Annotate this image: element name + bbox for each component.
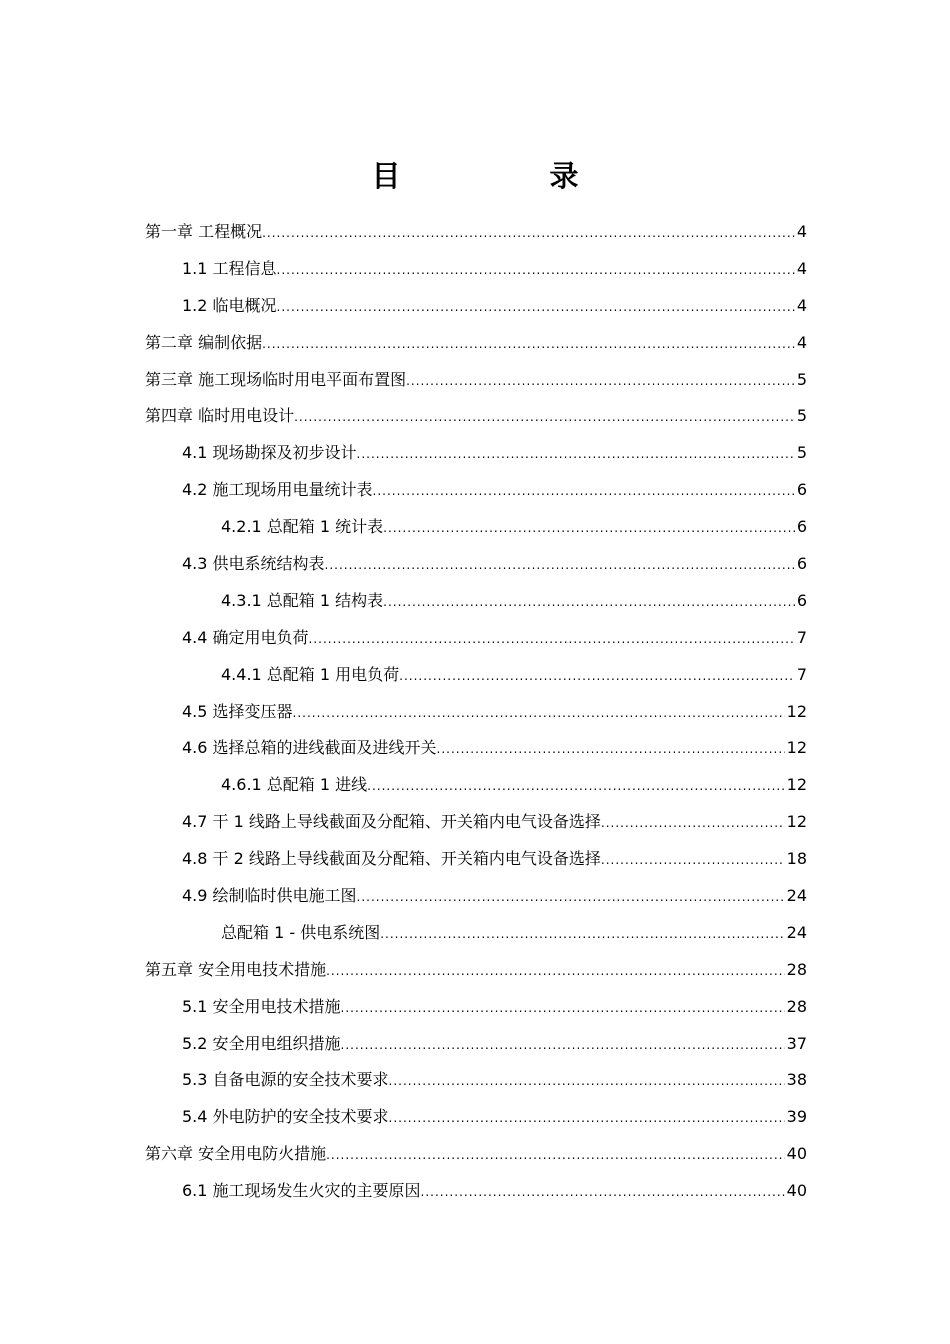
toc-entry[interactable] xyxy=(145,472,807,509)
toc-dot-leader xyxy=(389,1100,785,1137)
toc-entry[interactable] xyxy=(145,1099,807,1136)
toc-page-number: 7 xyxy=(796,664,807,684)
toc-entry[interactable] xyxy=(145,251,807,288)
toc-page-number: 5 xyxy=(796,369,807,389)
toc-entry[interactable] xyxy=(145,362,807,399)
toc-page-number: 5 xyxy=(796,406,807,426)
toc-page-number: 6 xyxy=(796,554,807,574)
toc-entry-text: 4.6 选择总箱的进线截面及进线开关 xyxy=(182,738,437,758)
toc-entry[interactable] xyxy=(145,288,807,325)
toc-entry[interactable] xyxy=(145,1026,807,1063)
toc-entry[interactable] xyxy=(145,214,807,251)
toc-dot-leader xyxy=(399,658,795,695)
toc-dot-leader xyxy=(341,1027,785,1064)
toc-page-number: 6 xyxy=(796,590,807,610)
toc-dot-leader xyxy=(389,1063,785,1100)
toc-page-number: 6 xyxy=(796,480,807,500)
toc-entry-text: 1.1 工程信息 xyxy=(182,258,277,278)
toc-page-number: 28 xyxy=(786,959,807,979)
toc-entry[interactable] xyxy=(145,325,807,362)
toc-entry[interactable] xyxy=(145,1173,807,1210)
toc-page-number: 24 xyxy=(786,886,807,906)
toc-entry[interactable] xyxy=(145,583,807,620)
toc-entry-text: 4.1 现场勘探及初步设计 xyxy=(182,443,357,463)
toc-page-number: 4 xyxy=(796,222,807,241)
toc-entry[interactable] xyxy=(145,878,807,915)
toc-dot-leader xyxy=(601,842,785,879)
toc-entry-text: 第二章 编制依据 xyxy=(145,332,263,352)
toc-entry-text: 4.3.1 总配箱 1 结构表 xyxy=(221,590,384,610)
toc-page-number: 40 xyxy=(786,1144,807,1164)
toc-entry-text: 第四章 临时用电设计 xyxy=(145,406,295,426)
toc-dot-leader xyxy=(373,473,795,510)
toc-page-number: 18 xyxy=(786,849,807,869)
toc-dot-leader xyxy=(601,805,785,842)
toc-entry-text: 5.4 外电防护的安全技术要求 xyxy=(182,1107,389,1127)
toc-page-number: 12 xyxy=(786,812,807,832)
toc-entry[interactable] xyxy=(145,694,807,731)
toc-entry[interactable] xyxy=(145,841,807,878)
toc-dot-leader xyxy=(277,252,795,289)
toc-entry[interactable] xyxy=(145,1136,807,1173)
toc-entry-text: 总配箱 1 - 供电系统图 xyxy=(221,922,381,942)
toc-dot-leader xyxy=(293,695,785,732)
toc-entry-text: 第三章 施工现场临时用电平面布置图 xyxy=(145,369,407,389)
toc-entry[interactable] xyxy=(145,989,807,1026)
toc-page-number: 39 xyxy=(786,1107,807,1127)
toc-entry-text: 4.2 施工现场用电量统计表 xyxy=(182,480,373,500)
toc-dot-leader xyxy=(437,731,785,768)
toc-list xyxy=(145,214,807,1210)
toc-page-number: 12 xyxy=(786,775,807,795)
toc-entry-text: 4.8 干 2 线路上导线截面及分配箱、开关箱内电气设备选择 xyxy=(182,849,601,869)
toc-page-number: 38 xyxy=(786,1070,807,1090)
toc-entry-text: 4.4.1 总配箱 1 用电负荷 xyxy=(221,664,400,684)
toc-entry[interactable] xyxy=(145,620,807,657)
toc-dot-leader xyxy=(357,879,785,916)
toc-title: 目 录 xyxy=(371,159,639,193)
toc-entry-text: 第一章 工程概况 xyxy=(145,222,263,241)
toc-entry-text: 5.2 安全用电组织措施 xyxy=(182,1033,341,1053)
toc-entry-text: 4.9 绘制临时供电施工图 xyxy=(182,886,357,906)
toc-page-number: 5 xyxy=(796,443,807,463)
toc-page-number: 24 xyxy=(786,922,807,942)
toc-entry[interactable] xyxy=(145,1062,807,1099)
toc-entry-text: 第六章 安全用电防火措施 xyxy=(145,1144,327,1164)
toc-page-number: 12 xyxy=(786,738,807,758)
toc-entry-text: 4.3 供电系统结构表 xyxy=(182,554,325,574)
toc-page-number: 6 xyxy=(796,517,807,537)
toc-entry[interactable] xyxy=(145,509,807,546)
toc-dot-leader xyxy=(357,436,795,473)
toc-dot-leader xyxy=(406,363,795,400)
toc-entry-text: 5.3 自备电源的安全技术要求 xyxy=(182,1070,389,1090)
toc-entry[interactable] xyxy=(145,657,807,694)
toc-entry-text: 4.7 干 1 线路上导线截面及分配箱、开关箱内电气设备选择 xyxy=(182,812,601,832)
toc-page-number: 4 xyxy=(796,332,807,352)
toc-dot-leader xyxy=(262,215,795,252)
toc-entry[interactable] xyxy=(145,915,807,952)
toc-page-number: 4 xyxy=(796,295,807,315)
toc-dot-leader xyxy=(380,916,784,953)
toc-entry[interactable] xyxy=(145,546,807,583)
toc-entry-text: 5.1 安全用电技术措施 xyxy=(182,996,341,1016)
toc-dot-leader xyxy=(383,584,795,621)
toc-dot-leader xyxy=(262,326,795,363)
toc-entry-text: 4.2.1 总配箱 1 统计表 xyxy=(221,517,384,537)
toc-entry[interactable] xyxy=(145,398,807,435)
toc-dot-leader xyxy=(325,547,795,584)
toc-entry[interactable] xyxy=(145,435,807,472)
toc-entry-text: 第五章 安全用电技术措施 xyxy=(145,959,327,979)
toc-entry-text: 4.6.1 总配箱 1 进线 xyxy=(221,775,368,795)
toc-dot-leader xyxy=(421,1174,785,1211)
toc-page-number: 28 xyxy=(786,996,807,1016)
toc-page-number: 7 xyxy=(796,627,807,647)
toc-page-number: 4 xyxy=(796,258,807,278)
toc-entry[interactable] xyxy=(145,952,807,989)
toc-dot-leader xyxy=(309,621,795,658)
toc-dot-leader xyxy=(341,990,785,1027)
toc-dot-leader xyxy=(326,1137,785,1174)
toc-dot-leader xyxy=(383,510,795,547)
toc-page-number: 40 xyxy=(786,1181,807,1201)
toc-entry[interactable] xyxy=(145,730,807,767)
toc-page-number: 37 xyxy=(786,1033,807,1053)
toc-entry[interactable] xyxy=(145,767,807,804)
toc-entry-text: 6.1 施工现场发生火灾的主要原因 xyxy=(182,1181,421,1201)
toc-entry-text: 1.2 临电概况 xyxy=(182,295,277,315)
toc-entry[interactable] xyxy=(145,804,807,841)
toc-dot-leader xyxy=(277,289,795,326)
toc-entry-text: 4.5 选择变压器 xyxy=(182,701,293,721)
toc-dot-leader xyxy=(326,953,785,990)
toc-page-number: 12 xyxy=(786,701,807,721)
toc-entry-text: 4.4 确定用电负荷 xyxy=(182,627,309,647)
toc-dot-leader xyxy=(367,768,784,805)
toc-dot-leader xyxy=(294,399,795,436)
